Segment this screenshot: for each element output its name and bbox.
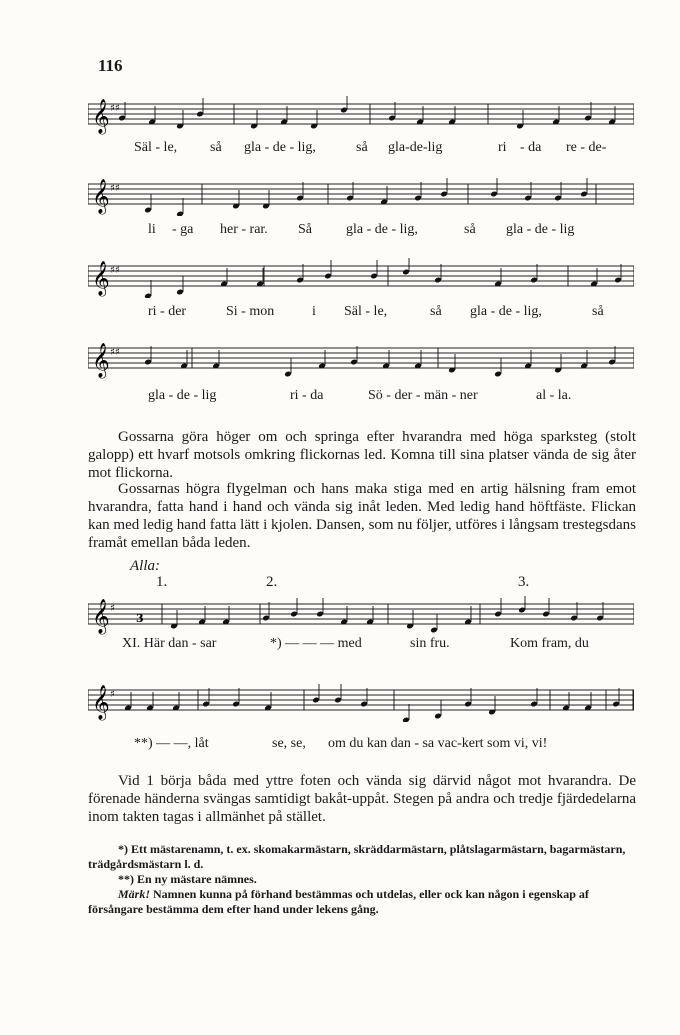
lyric: ri - der: [148, 304, 187, 319]
staff-notation: [88, 596, 634, 636]
volta-label-2: 2.: [266, 574, 278, 590]
lyric: gla - de - lig,: [346, 222, 418, 237]
lyric: **) — —, låt: [134, 736, 209, 751]
music-staff-6: [88, 682, 634, 722]
treble-clef-icon: 𝄞: [92, 261, 110, 296]
time-signature-icon: 3: [136, 612, 144, 625]
lyric: Kom fram, du: [510, 636, 589, 651]
lyric: li: [148, 222, 156, 237]
lyrics-line-1: [88, 140, 634, 160]
lyrics-line-5: [88, 636, 634, 656]
footnote-3-label: Märk!: [118, 887, 151, 901]
lyric: ri - da: [290, 388, 324, 403]
staff-notation: [88, 682, 634, 722]
lyric: gla - de - lig: [506, 222, 575, 237]
staff-notation: [88, 340, 634, 380]
treble-clef-icon: 𝄞: [92, 179, 110, 214]
volta-label-3: 3.: [518, 574, 530, 590]
key-signature-icon: ♯: [110, 603, 115, 614]
lyric: al - la.: [536, 388, 572, 403]
lyric: så: [356, 140, 368, 155]
staff-notation: [88, 176, 634, 216]
lyric: så: [464, 222, 476, 237]
lyric: - da: [520, 140, 542, 155]
paragraph-text: Gossarna göra höger om och springa efter hvarandra med höga sparksteg (stolt galopp) ett hvarf motsols omkring flickornas led. Komna till sina platser vända de sig åter mot flickorna.: [88, 429, 636, 481]
lyric: re - de-: [566, 140, 607, 155]
treble-clef-icon: 𝄞: [92, 685, 110, 720]
staff-notation: [88, 258, 634, 298]
key-signature-icon: ♯♯: [110, 183, 120, 194]
instructions-paragraph-1: [88, 428, 636, 482]
instructions-paragraph-3: [88, 772, 636, 826]
lyrics-line-3: [88, 304, 634, 324]
lyric: se, se,: [272, 736, 306, 751]
music-staff-5: [88, 596, 634, 636]
lyrics-line-6: [88, 736, 634, 756]
music-staff-3: [88, 258, 634, 298]
treble-clef-icon: 𝄞: [92, 599, 110, 634]
treble-clef-icon: 𝄞: [92, 99, 110, 134]
alla-label: Alla:: [130, 558, 160, 574]
lyrics-line-2: [88, 222, 634, 242]
key-signature-icon: ♯: [110, 689, 115, 700]
lyric: gla - de - lig: [148, 388, 217, 403]
page-number: 116: [98, 56, 123, 75]
footnote-3-text: Namnen kunna på förhand bestämmas och utdelas, eller ock kan någon i egenskap af försångare bestämma dem efter hand under lekens gång.: [88, 887, 589, 916]
music-staff-2: [88, 176, 634, 216]
treble-clef-icon: 𝄞: [92, 343, 110, 378]
lyric: XI. Här dan - sar: [122, 636, 217, 651]
lyric: i: [312, 304, 316, 319]
lyric: gla - de - lig,: [470, 304, 542, 319]
lyric: Så: [298, 222, 312, 237]
paragraph-text: Vid 1 börja båda med yttre foten och vända sig därvid något mot hvarandra. De förenade händerna svängas samtidigt bakåt-uppåt. Stegen på andra och tredje fjärdedelarna inom takten tagas i allmänhet på stället.: [88, 773, 636, 825]
lyric: gla-de-lig: [388, 140, 443, 155]
lyric: ri: [498, 140, 507, 155]
lyric: - ga: [172, 222, 194, 237]
footnote-1: *) Ett mästarenamn, t. ex. skomakarmästarn, skräddarmästarn, plåtslagarmästarn, bagarmästarn, trädgårdsmästarn l. d.: [88, 842, 626, 871]
music-staff-4: [88, 340, 634, 380]
footnote-2: **) En ny mästare nämnes.: [118, 872, 257, 886]
staff-notation: [88, 96, 634, 136]
lyric: Säl - le,: [134, 140, 178, 155]
lyric: Sö - der - män - ner: [368, 388, 478, 403]
lyric: om du kan dan - sa vac-kert som vi, vi!: [328, 736, 548, 751]
lyric: *) — — — med: [270, 636, 362, 651]
key-signature-icon: ♯♯: [110, 347, 120, 358]
volta-label-1: 1.: [156, 574, 168, 590]
lyric: sin fru.: [410, 636, 450, 651]
music-staff-1: [88, 96, 634, 136]
key-signature-icon: ♯♯: [110, 103, 120, 114]
lyric: Si - mon: [226, 304, 275, 319]
lyric: så: [210, 140, 222, 155]
instructions-paragraph-2: [88, 480, 636, 552]
lyric: gla - de - lig,: [244, 140, 316, 155]
paragraph-text: Gossarnas högra flygelman och hans maka stiga med en artig hälsning fram emot hvarandra, fatta hand i hand och vända sig inåt leden. Med ledig hand höftfäste. Flickan kan med ledig hand fatta lätt i kjolen. Dansen, som nu följer, utföres i långsam trestegsdans framåt emellan båda leden.: [88, 481, 636, 551]
lyric: Säl - le,: [344, 304, 388, 319]
lyric: så: [430, 304, 442, 319]
footnotes: [88, 842, 638, 917]
lyric: så: [592, 304, 604, 319]
footnote-3: [88, 887, 638, 917]
lyrics-line-4: [88, 388, 634, 408]
key-signature-icon: ♯♯: [110, 265, 120, 276]
lyric: her - rar.: [220, 222, 268, 237]
